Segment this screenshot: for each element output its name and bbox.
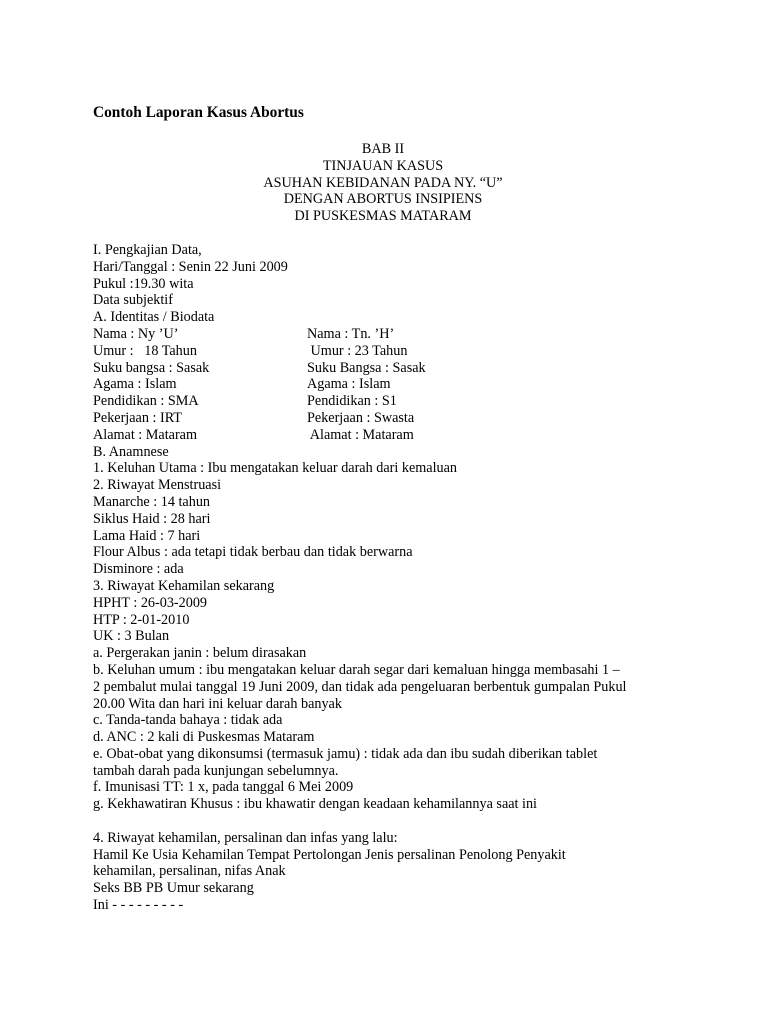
text-line: Seks BB PB Umur sekarang (93, 880, 254, 897)
document-title: Contoh Laporan Kasus Abortus (93, 104, 304, 121)
text-line: 2 pembalut mulai tanggal 19 Juni 2009, dan tidak ada pengeluaran berbentuk gumpalan Pukul (93, 678, 627, 695)
intro-section (93, 242, 713, 326)
text-line: HTP : 2-01-2010 (93, 611, 190, 628)
text-line: b. Keluhan umum : ibu mengatakan keluar darah segar dari kemaluan hingga membasahi 1 – (93, 661, 620, 678)
identity-row (93, 427, 713, 444)
section-heading: I. Pengkajian Data, (93, 241, 202, 258)
patient-field: Pendidikan : SMA (93, 393, 199, 410)
husband-field: Pendidikan : S1 (307, 393, 397, 410)
text-line: 20.00 Wita dan hari ini keluar darah banyak (93, 695, 342, 712)
identity-row (93, 376, 713, 393)
patient-field: Umur : 18 Tahun (93, 342, 197, 359)
text-line: kehamilan, persalinan, nifas Anak (93, 863, 286, 880)
text-line: Siklus Haid : 28 hari (93, 510, 211, 527)
chapter-heading (93, 141, 673, 225)
anamnesis-section (93, 444, 713, 814)
text-line: tambah darah pada kunjungan sebelumnya. (93, 762, 339, 779)
patient-field: Nama : Ny ’U’ (93, 325, 179, 342)
subsection-heading: A. Identitas / Biodata (93, 309, 215, 326)
text-line: 1. Keluhan Utama : Ibu mengatakan keluar darah dari kemaluan (93, 460, 457, 477)
text-line: g. Kekhawatiran Khusus : ibu khawatir dengan keadaan kehamilannya saat ini (93, 796, 538, 813)
patient-field: Alamat : Mataram (93, 426, 198, 443)
text-line: HPHT : 26-03-2009 (93, 594, 208, 611)
text-line: 2. Riwayat Menstruasi (93, 477, 222, 494)
paragraph-spacer (93, 813, 713, 830)
text-line: 4. Riwayat kehamilan, persalinan dan infas yang lalu: (93, 829, 398, 846)
husband-field: Umur : 23 Tahun (307, 342, 408, 359)
text-line: a. Pergerakan janin : belum dirasakan (93, 645, 307, 662)
identity-row (93, 360, 713, 377)
text-line: e. Obat-obat yang dikonsumsi (termasuk jamu) : tidak ada dan ibu sudah diberikan tablet (93, 745, 598, 762)
husband-field: Suku Bangsa : Sasak (307, 359, 426, 376)
text-line: Pukul :19.30 wita (93, 275, 194, 292)
patient-field: Pekerjaan : IRT (93, 409, 182, 426)
heading-line: DI PUSKESMAS MATARAM (294, 208, 472, 225)
text-line: Manarche : 14 tahun (93, 493, 211, 510)
heading-line: BAB II (361, 141, 405, 157)
husband-field: Nama : Tn. ’H’ (307, 325, 395, 342)
text-line: f. Imunisasi TT: 1 x, pada tanggal 6 Mei 2009 (93, 779, 354, 796)
text-line: Data subjektif (93, 292, 173, 309)
text-line: Hamil Ke Usia Kehamilan Tempat Pertolongan Jenis persalinan Penolong Penyakit (93, 846, 566, 863)
patient-field: Agama : Islam (93, 376, 177, 393)
text-line: UK : 3 Bulan (93, 628, 170, 645)
subsection-heading: B. Anamnese (93, 443, 169, 460)
patient-field: Suku bangsa : Sasak (93, 359, 210, 376)
text-line: Flour Albus : ada tetapi tidak berbau dan tidak berwarna (93, 544, 413, 561)
husband-field: Pekerjaan : Swasta (307, 409, 415, 426)
text-line: Lama Haid : 7 hari (93, 527, 201, 544)
text-line: 3. Riwayat Kehamilan sekarang (93, 577, 275, 594)
text-line: d. ANC : 2 kali di Puskesmas Mataram (93, 729, 315, 746)
obstetric-history-section (93, 830, 713, 914)
text-line: Ini - - - - - - - - - (93, 897, 184, 914)
identity-row (93, 343, 713, 360)
identity-row (93, 410, 713, 427)
husband-field: Agama : Islam (307, 376, 391, 393)
heading-line: ASUHAN KEBIDANAN PADA NY. “U” (263, 174, 503, 191)
identity-row (93, 326, 713, 343)
identity-row (93, 393, 713, 410)
husband-field: Alamat : Mataram (307, 426, 414, 443)
document-page (93, 103, 713, 914)
heading-line: TINJAUAN KASUS (322, 157, 444, 174)
text-line: Disminore : ada (93, 561, 184, 578)
text-line: Hari/Tanggal : Senin 22 Juni 2009 (93, 258, 288, 275)
identity-table (93, 326, 713, 444)
text-line: c. Tanda-tanda bahaya : tidak ada (93, 712, 283, 729)
heading-line: DENGAN ABORTUS INSIPIENS (283, 191, 483, 208)
